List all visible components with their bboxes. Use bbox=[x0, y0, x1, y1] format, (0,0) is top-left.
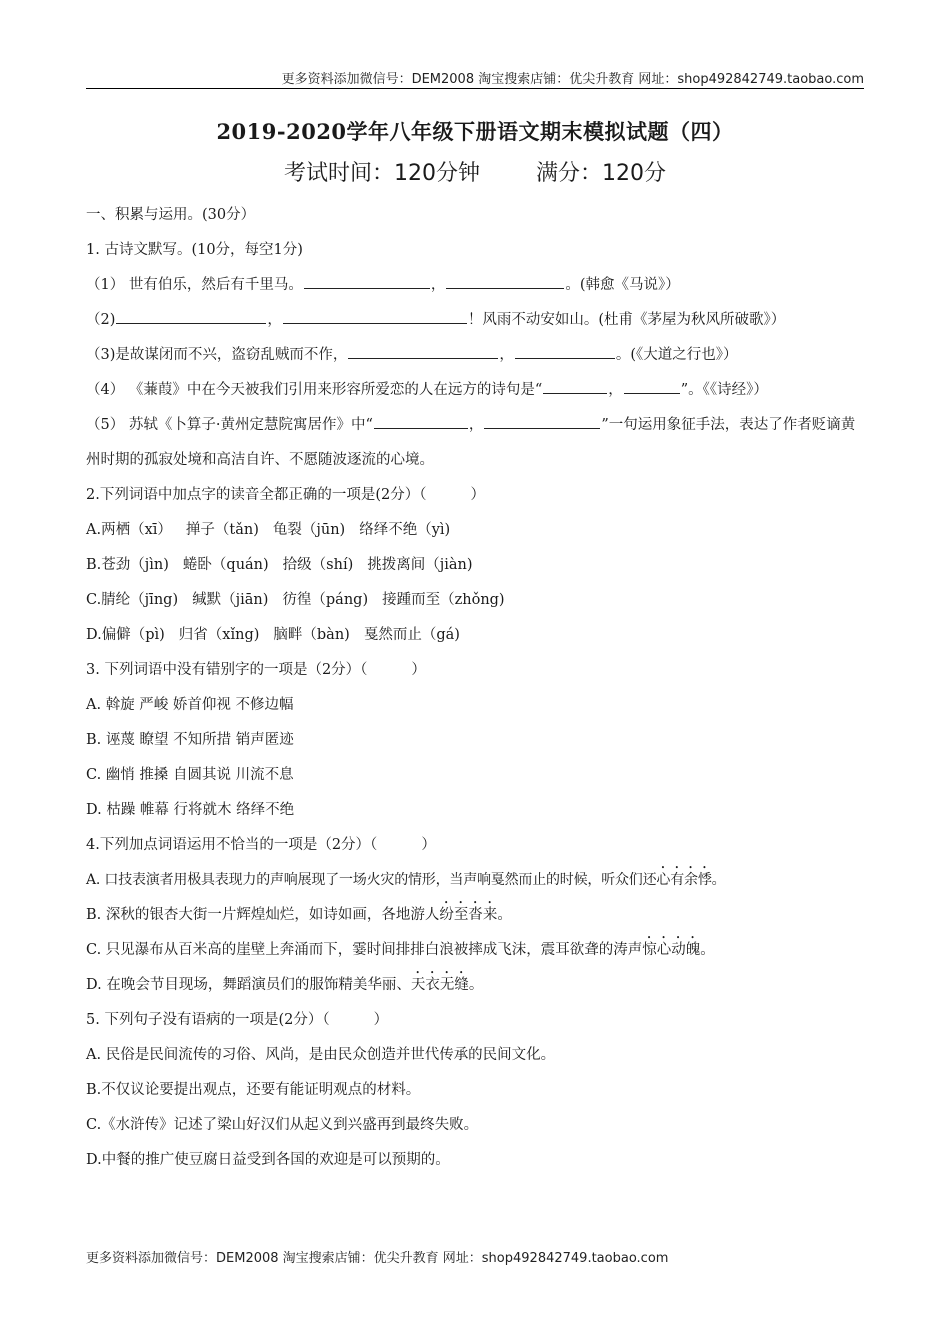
q5-stem-text: 5. 下列句子没有语病的一项是(2分）（ bbox=[86, 1012, 330, 1028]
q2-option-a bbox=[86, 513, 864, 548]
dotted-word: 心有余悸 bbox=[656, 872, 712, 888]
option-text: A. 口技表演者用极具表现力的声响展现了一场火灾的情形，当声响戛然而止的时候，听众们还 bbox=[86, 872, 657, 888]
q4-stem bbox=[86, 828, 864, 863]
option-word: 接踵而至（zhǒng) bbox=[382, 592, 505, 608]
answer-blank[interactable] bbox=[515, 342, 615, 359]
exam-time: 考试时间：120分钟 bbox=[284, 161, 480, 186]
q1-item-3-source: 。(《大道之行也》） bbox=[615, 347, 738, 363]
period: 。 bbox=[468, 977, 484, 993]
comma: ， bbox=[468, 417, 484, 433]
q5-option-a: A. 民俗是民间流传的习俗、风尚，是由民众创造并世代传承的民间文化。 bbox=[86, 1047, 556, 1063]
q3-stem bbox=[86, 653, 864, 688]
comma: ， bbox=[608, 382, 623, 398]
q1-item-5 bbox=[86, 408, 864, 478]
option-word: 龟裂（jūn) bbox=[272, 522, 346, 538]
answer-blank[interactable] bbox=[484, 412, 600, 429]
option-word: 挑拨离间（jiàn) bbox=[367, 557, 473, 573]
exam-score: 满分：120分 bbox=[536, 161, 666, 186]
dotted-word: 纷至沓来 bbox=[439, 907, 498, 923]
q1-item-5-text: （5） 苏轼《卜算子·黄州定慧院寓居作》中“ bbox=[86, 417, 373, 433]
q3-option-a: A. 斡旋 严峻 娇首仰视 不修边幅 bbox=[86, 697, 294, 713]
answer-blank[interactable] bbox=[304, 272, 430, 289]
q1-item-2-text: ！风雨不动安如山。(杜甫《茅屋为秋风所破歌》） bbox=[467, 312, 786, 328]
paren-close: ） bbox=[470, 487, 485, 503]
answer-blank[interactable] bbox=[374, 412, 468, 429]
q2-option-c bbox=[86, 583, 864, 618]
dotted-word: 天衣无缝 bbox=[410, 977, 469, 993]
option-word: 归省（xǐng) bbox=[178, 627, 260, 643]
q1-item-3 bbox=[86, 338, 864, 373]
answer-blank[interactable] bbox=[348, 342, 498, 359]
q2-stem bbox=[86, 478, 864, 513]
q4-stem-text: 4.下列加点词语运用不恰当的一项是（2分）（ bbox=[86, 837, 378, 853]
q1-item-2-num: （2) bbox=[86, 312, 116, 328]
footer-note: 更多资料添加微信号：DEM2008 淘宝搜索店铺：优尖升教育 网址：shop492842749.taobao.com bbox=[86, 1251, 669, 1266]
q4-option-a bbox=[86, 863, 864, 898]
period: 。 bbox=[711, 872, 726, 888]
q4-option-b bbox=[86, 898, 864, 933]
option-word: 掸子（tǎn) bbox=[185, 522, 259, 538]
q4-option-d bbox=[86, 968, 864, 1003]
comma: ， bbox=[267, 312, 282, 328]
q3-option-b: B. 诬蔑 瞭望 不知所措 销声匿迹 bbox=[86, 732, 294, 748]
answer-blank[interactable] bbox=[116, 307, 266, 324]
option-word: A.两栖（xī） bbox=[86, 522, 172, 538]
answer-blank[interactable] bbox=[543, 377, 607, 394]
exam-subtitle bbox=[0, 156, 950, 187]
paren-close: ） bbox=[373, 1012, 389, 1028]
option-word: 蜷卧（quán) bbox=[182, 557, 269, 573]
q1-item-4-text: （4） 《蒹葭》中在今天被我们引用来形容所爱恋的人在远方的诗句是“ bbox=[86, 382, 543, 398]
comma: ， bbox=[499, 347, 514, 363]
q1-item-1-text: （1） 世有伯乐，然后有千里马。 bbox=[86, 277, 303, 293]
answer-blank[interactable] bbox=[283, 307, 467, 324]
option-word: 彷徨（páng) bbox=[282, 592, 369, 608]
exam-content bbox=[86, 198, 864, 1178]
q2-option-d bbox=[86, 618, 864, 653]
option-text: B. 深秋的银杏大街一片辉煌灿烂，如诗如画，各地游人 bbox=[86, 907, 440, 923]
q1-item-1 bbox=[86, 268, 864, 303]
option-word: 戛然而止（gá) bbox=[363, 627, 460, 643]
paren-close: ） bbox=[411, 662, 426, 678]
dotted-word: 惊心动魄 bbox=[642, 942, 701, 958]
q1-stem: 1. 古诗文默写。(10分，每空1分) bbox=[86, 242, 303, 258]
option-word: 络绎不绝（yì) bbox=[359, 522, 451, 538]
q1-item-5-tail: ”一句运用象征手法，表达了作者贬谪黄州时期的孤寂处境和高洁自许、不愿随波逐流的心境。 bbox=[86, 417, 856, 468]
section-heading: 一、积累与运用。(30分） bbox=[86, 207, 256, 223]
header-divider bbox=[86, 88, 864, 89]
option-word: B.苍劲（jìn) bbox=[86, 557, 169, 573]
option-word: C.腈纶（jīng) bbox=[86, 592, 179, 608]
option-word: 缄默（jiān) bbox=[192, 592, 269, 608]
paren-close: ） bbox=[421, 837, 436, 853]
answer-blank[interactable] bbox=[446, 272, 564, 289]
option-word: 拾级（shí) bbox=[282, 557, 354, 573]
q1-item-4 bbox=[86, 373, 864, 408]
option-text: C. 只见瀑布从百米高的崖壁上奔涌而下，霎时间排排白浪被摔成飞沫，震耳欲聋的涛声 bbox=[86, 942, 643, 958]
period: 。 bbox=[700, 942, 715, 958]
q1-item-4-source: ”。《《诗经》） bbox=[680, 382, 768, 398]
option-word: 脑畔（bàn) bbox=[273, 627, 350, 643]
exam-title: 2019-2020学年八年级下册语文期末模拟试题（四） bbox=[216, 119, 734, 144]
q2-stem-text: 2.下列词语中加点字的读音全都正确的一项是(2分）（ bbox=[86, 487, 427, 503]
q3-option-c: C. 幽悄 推搡 自圆其说 川流不息 bbox=[86, 767, 294, 783]
q1-item-2 bbox=[86, 303, 864, 338]
header-note: 更多资料添加微信号：DEM2008 淘宝搜索店铺：优尖升教育 网址：shop492842749.taobao.com bbox=[281, 72, 864, 87]
q5-option-d: D.中餐的推广使豆腐日益受到各国的欢迎是可以预期的。 bbox=[86, 1152, 450, 1168]
q5-option-c: C.《水浒传》记述了梁山好汉们从起义到兴盛再到最终失败。 bbox=[86, 1117, 479, 1133]
q3-option-d: D. 枯躁 帷幕 行将就木 络绎不绝 bbox=[86, 802, 295, 818]
q2-option-b bbox=[86, 548, 864, 583]
q3-stem-text: 3. 下列词语中没有错别字的一项是（2分）（ bbox=[86, 662, 368, 678]
q1-item-1-source: 。(韩愈《马说》） bbox=[565, 277, 680, 293]
q5-option-b: B.不仅议论要提出观点，还要有能证明观点的材料。 bbox=[86, 1082, 421, 1098]
q1-item-3-text: （3)是故谋闭而不兴，盗窃乱贼而不作， bbox=[86, 347, 348, 363]
answer-blank[interactable] bbox=[624, 377, 680, 394]
option-text: D. 在晚会节目现场，舞蹈演员们的服饰精美华丽、 bbox=[86, 977, 411, 993]
q4-option-c bbox=[86, 933, 864, 968]
period: 。 bbox=[497, 907, 512, 923]
option-word: D.偏僻（pì) bbox=[86, 627, 165, 643]
q5-stem bbox=[86, 1003, 864, 1038]
comma: ， bbox=[430, 277, 446, 293]
